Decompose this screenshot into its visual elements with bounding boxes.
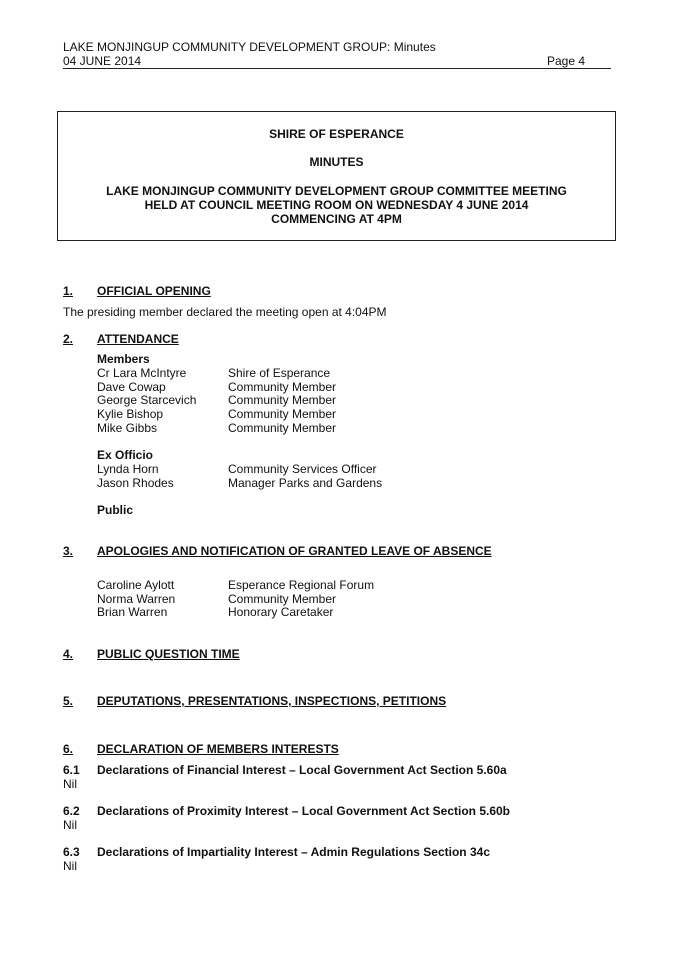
section-5-number: 5.	[63, 694, 74, 708]
section-3-number: 3.	[63, 544, 74, 558]
apology-role: Community Member	[228, 592, 337, 606]
section-1-title: OFFICIAL OPENING	[97, 284, 211, 298]
subsection-text: Nil	[63, 859, 77, 873]
section-1-text: The presiding member declared the meeting open at 4:04PM	[63, 305, 387, 319]
header-rule	[63, 68, 611, 69]
member-role: Community Member	[228, 393, 337, 407]
subsection-title: Declarations of Financial Interest – Local Government Act Section 5.60a	[97, 763, 507, 777]
section-1-number: 1.	[63, 284, 74, 298]
ex-officio-role: Manager Parks and Gardens	[228, 476, 383, 490]
section-2-title: ATTENDANCE	[97, 332, 179, 346]
subsection-text: Nil	[63, 818, 77, 832]
title-shire: SHIRE OF ESPERANCE	[269, 127, 404, 141]
subsection-number: 6.2	[63, 804, 80, 818]
member-name: George Starcevich	[97, 393, 197, 407]
section-3-title: APOLOGIES AND NOTIFICATION OF GRANTED LEAVE OF ABSENCE	[97, 544, 492, 558]
apology-name: Caroline Aylott	[97, 578, 175, 592]
apology-name: Brian Warren	[97, 605, 168, 619]
member-name: Dave Cowap	[97, 380, 166, 394]
subsection-text: Nil	[63, 777, 77, 791]
member-role: Community Member	[228, 380, 337, 394]
member-name: Kylie Bishop	[97, 407, 164, 421]
member-role: Community Member	[228, 421, 337, 435]
apology-role: Esperance Regional Forum	[228, 578, 375, 592]
member-role: Shire of Esperance	[228, 366, 331, 380]
header-title: LAKE MONJINGUP COMMUNITY DEVELOPMENT GROUP: Minutes	[63, 40, 436, 54]
member-name: Cr Lara McIntyre	[97, 366, 187, 380]
section-6-title: DECLARATION OF MEMBERS INTERESTS	[97, 742, 339, 756]
header-date: 04 JUNE 2014	[63, 54, 142, 68]
subsection-title: Declarations of Impartiality Interest – Admin Regulations Section 34c	[97, 845, 490, 859]
section-2-number: 2.	[63, 332, 74, 346]
ex-officio-name: Lynda Horn	[97, 462, 159, 476]
member-role: Community Member	[228, 407, 337, 421]
apology-name: Norma Warren	[97, 592, 176, 606]
section-5-title: DEPUTATIONS, PRESENTATIONS, INSPECTIONS, PETITIONS	[97, 694, 447, 708]
ex-officio-role: Community Services Officer	[228, 462, 377, 476]
title-meeting-line2: HELD AT COUNCIL MEETING ROOM ON WEDNESDAY 4 JUNE 2014	[144, 198, 529, 212]
subsection-number: 6.3	[63, 845, 80, 859]
title-meeting-line3: COMMENCING AT 4PM	[271, 212, 402, 226]
section-4-number: 4.	[63, 647, 74, 661]
apology-role: Honorary Caretaker	[228, 605, 334, 619]
page-number: Page 4	[547, 54, 586, 68]
section-4-title: PUBLIC QUESTION TIME	[97, 647, 240, 661]
members-heading: Members	[97, 352, 150, 366]
member-name: Mike Gibbs	[97, 421, 158, 435]
subsection-number: 6.1	[63, 763, 80, 777]
section-6-number: 6.	[63, 742, 74, 756]
ex-officio-heading: Ex Officio	[97, 448, 154, 462]
public-heading: Public	[97, 503, 134, 517]
subsection-title: Declarations of Proximity Interest – Local Government Act Section 5.60b	[97, 804, 511, 818]
title-meeting-line1: LAKE MONJINGUP COMMUNITY DEVELOPMENT GROUP COMMITTEE MEETING	[106, 184, 567, 198]
title-box	[57, 111, 616, 241]
title-minutes: MINUTES	[309, 155, 364, 169]
ex-officio-name: Jason Rhodes	[97, 476, 174, 490]
